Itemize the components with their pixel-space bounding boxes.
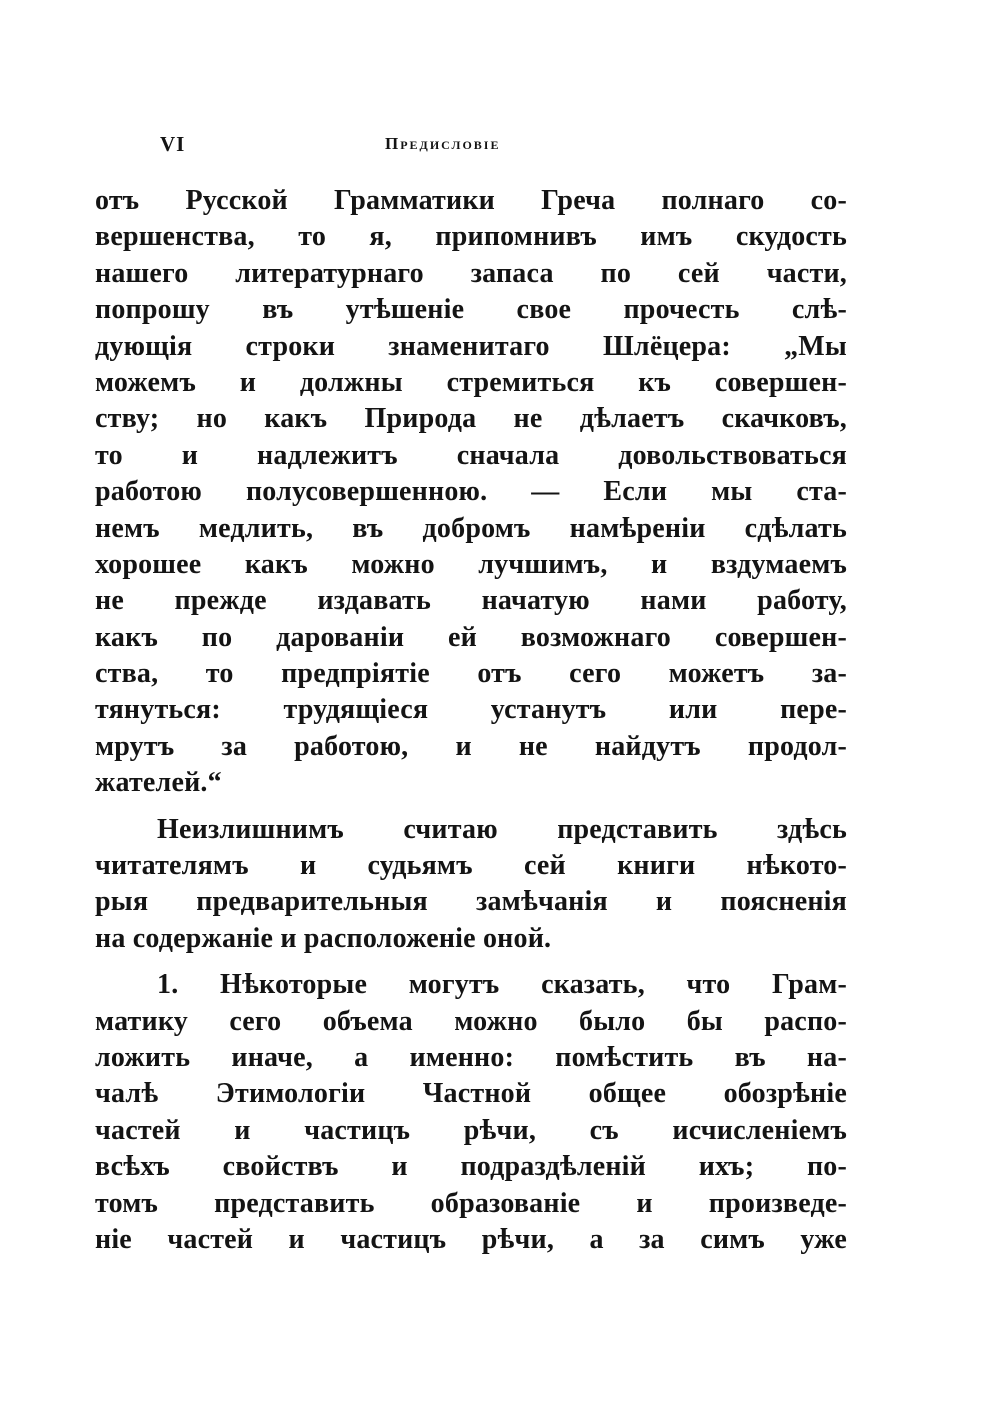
text-line: то и надлежитъ сначала довольствоваться: [95, 439, 847, 471]
text-line: мрутъ за работою, и не найдутъ продол-: [95, 730, 847, 762]
page-number: VI: [160, 132, 186, 156]
text-line: нашего литературнаго запаса по сей части,: [95, 257, 847, 289]
text-line: ложить иначе, а именно: помѣстить въ на-: [95, 1041, 847, 1073]
paragraph-1: [95, 183, 847, 802]
text-line: ніе частей и частицъ рѣчи, а за симъ уже: [95, 1223, 847, 1255]
paragraph-2: [95, 812, 847, 958]
text-line: томъ представить образованіе и произведе-: [95, 1187, 847, 1219]
text-line: всѣхъ свойствъ и подраздѣленій ихъ; по-: [95, 1151, 847, 1183]
text-line: дующія строки знаменитаго Шлёцера: „Мы: [95, 330, 847, 362]
text-line: рыя предварительныя замѣчанія и поясненія: [95, 886, 847, 918]
text-line: чалѣ Этимологіи Частной общее обозрѣніе: [95, 1078, 847, 1110]
text-line: читателямъ и судьямъ сей книги нѣкото-: [95, 850, 847, 882]
paragraph-3: [95, 967, 847, 1258]
paragraph-gap: [95, 802, 847, 812]
paragraph-gap: [95, 957, 847, 967]
text-line: какъ по дарованіи ей возможнаго совершен-: [95, 621, 847, 653]
text-line: частей и частицъ рѣчи, съ исчисленіемъ: [95, 1114, 847, 1146]
text-line: матику сего объема можно было бы распо-: [95, 1005, 847, 1037]
text-line: попрошу въ утѣшеніе свое прочесть слѣ-: [95, 294, 847, 326]
text-line: работою полусовершенною. — Если мы ста-: [95, 476, 847, 508]
text-line: вершенства, то я, припомнивъ имъ скудость: [95, 221, 847, 253]
body-text: [95, 183, 847, 1258]
text-line: жателей.“: [95, 767, 222, 799]
text-line: Неизлишнимъ считаю представить здѣсь: [157, 813, 847, 845]
text-line: на содержаніе и расположеніе оной.: [95, 922, 552, 954]
text-line: тянуться: трудящіеся устанутъ или пере-: [95, 694, 847, 726]
running-head: [0, 132, 1000, 162]
running-head-title: Предисловіе: [385, 134, 501, 153]
text-line: ства, то предпріятіе отъ сего можетъ за-: [95, 658, 847, 690]
text-line: отъ Русской Грамматики Греча полнаго со-: [95, 185, 847, 216]
text-line: ству; но какъ Природа не дѣлаетъ скачковъ,: [95, 403, 847, 435]
text-line: хорошее какъ можно лучшимъ, и вздумаемъ: [95, 548, 847, 580]
text-line: не прежде издавать начатую нами работу,: [95, 585, 847, 617]
text-line: немъ медлить, въ добромъ намѣреніи сдѣлать: [95, 512, 847, 544]
text-line: 1. Нѣкоторые могутъ сказать, что Грам-: [157, 969, 847, 1001]
text-line: можемъ и должны стремиться къ совершен-: [95, 366, 847, 398]
